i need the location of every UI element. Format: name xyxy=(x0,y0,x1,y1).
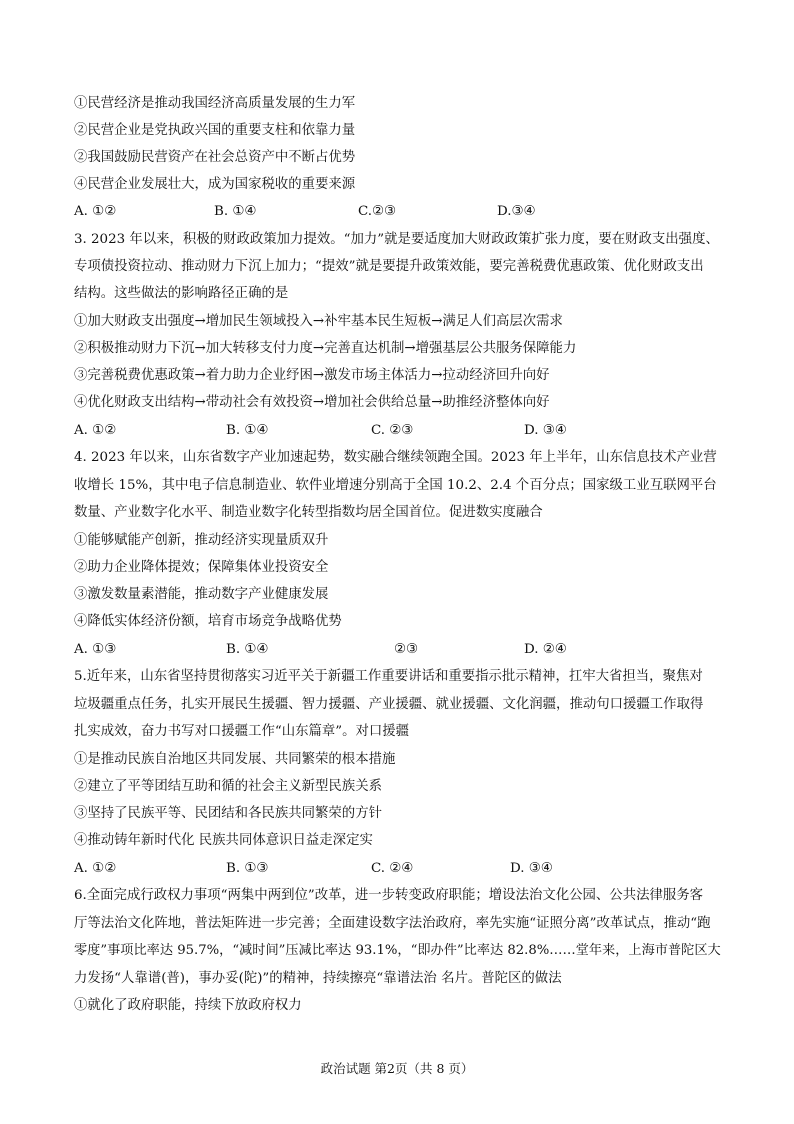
q2-option-c: C.②③ xyxy=(358,204,397,219)
q3-stem-line-3: 结构。这些做法的影响路径正确的是 xyxy=(74,286,289,301)
q5-statement-1: ①是推动民族自治地区共同发展、共同繁荣的根本措施 xyxy=(74,752,396,767)
q5-option-c: C. ②④ xyxy=(371,861,414,876)
q4-stem-line-3: 数量、产业数字化水平、制造业数字化转型指数均居全国首位。促进数实度融合 xyxy=(74,505,543,520)
q4-stem-line-2: 收增长 15%，其中电子信息制造业、软件业增速分别高于全国 10.2、2.4 个百分点；国家级工业互联网平台 xyxy=(74,478,717,493)
q4-statement-1: ①能够赋能产创新，推动经济实现量质双升 xyxy=(74,533,329,548)
q4-options xyxy=(74,641,724,659)
q3-statement-4: ④优化财政支出结构→带动社会有效投资→增加社会供给总量→助推经济整体向好 xyxy=(74,395,550,410)
q3-stem-line-1: 3. 2023 年以来，积极的财政政策加力提效。“加力”就是要适度加大财政政策扩张力度，要在财政支出强度、 xyxy=(74,232,719,247)
q4-option-a: A. ①③ xyxy=(74,642,117,657)
q2-statement-2: ②民营企业是党执政兴国的重要支柱和依靠力量 xyxy=(74,123,356,138)
q3-statement-2: ②积极推动财力下沉→加大转移支付力度→完善直达机制→增强基层公共服务保障能力 xyxy=(74,341,577,356)
q3-statement-1: ①加大财政支出强度→增加民生领域投入→补牢基本民生短板→满足人们高层次需求 xyxy=(74,314,563,329)
q5-option-a: A. ①② xyxy=(74,861,117,876)
q5-option-d: D. ③④ xyxy=(510,861,553,876)
q2-option-a: A. ①② xyxy=(74,204,117,219)
q3-option-b: B. ①④ xyxy=(226,423,269,438)
q3-option-d: D. ③④ xyxy=(524,423,567,438)
q4-statement-4: ④降低实体经济份额，培育市场竞争战略优势 xyxy=(74,614,342,629)
q5-options xyxy=(74,860,724,878)
q3-option-c: C. ②③ xyxy=(371,423,414,438)
q4-statement-3: ③激发数量素潜能，推动数字产业健康发展 xyxy=(74,587,329,602)
q3-stem-line-2: 专项债投资拉动、推动财力下沉上加力；“提效”就是要提升政策效能，要完善税费优惠政策、优化财政支出 xyxy=(74,259,704,274)
page-footer: 政治试题 第2页（共 8 页） xyxy=(320,1061,474,1076)
q5-statement-4: ④推动铸年新时代化 民族共同体意识日益走深定实 xyxy=(74,833,373,848)
q6-stem-line-3: 零度”事项比率达 95.7%，“减时间”压减比率达 93.1%，“即办件”比率达 82.8%……堂年来，上海市普陀区大 xyxy=(74,943,721,958)
q5-stem-line-2: 垃圾疆重点任务，扎实开展民生援疆、智力援疆、产业援疆、就业援疆、文化润疆，推动句口援疆工作取得 xyxy=(74,697,704,712)
q4-option-c: ②③ xyxy=(394,642,419,657)
q4-stem-line-1: 4. 2023 年以来，山东省数字产业加速起势，数实融合继续领跑全国。2023 年上半年，山东信息技术产业营 xyxy=(74,450,717,465)
q5-statement-3: ③坚持了民族平等、民团结和各民族共同繁荣的方针 xyxy=(74,806,382,821)
q2-option-d: D.③④ xyxy=(497,204,536,219)
q4-option-b: B. ①④ xyxy=(226,642,269,657)
q5-option-b: B. ①③ xyxy=(226,861,269,876)
q2-statement-4: ④民营企业发展壮大，成为国家税收的重要来源 xyxy=(74,177,356,192)
q5-stem-line-1: 5.近年来，山东省坚持贯彻落实习近平关于新疆工作重要讲话和重要指示批示精神，扛牢大省担当，聚焦对 xyxy=(74,669,703,684)
q5-stem-line-3: 扎实成效，奋力书写对口援疆工作“山东篇章”。对口援疆 xyxy=(74,724,410,739)
q4-statement-2: ②助力企业降体提效；保障集体业投资安全 xyxy=(74,560,329,575)
q6-stem-line-4: 力发扬“人靠谱(普)，事办妥(陀)”的精神，持续擦亮“靠谱法治 名片。普陀区的做法 xyxy=(74,971,562,986)
q6-stem-line-2: 厅等法治文化阵地，普法矩阵进一步完善；全面建设数字法治政府，率先实施“证照分离”改革试点，推动“跑 xyxy=(74,916,711,931)
q2-options xyxy=(74,203,724,221)
q6-stem-line-1: 6.全面完成行政权力事项“两集中两到位”改革，进一步转变政府职能；增设法治文化公园、公共法律服务客 xyxy=(74,888,704,903)
q3-option-a: A. ①② xyxy=(74,423,117,438)
q6-statement-1: ①就化了政府职能，持续下放政府权力 xyxy=(74,998,302,1013)
q2-statement-1: ①民营经济是推动我国经济高质量发展的生力军 xyxy=(74,96,356,111)
q2-option-b: B. ①④ xyxy=(214,204,257,219)
q3-options xyxy=(74,422,724,440)
q3-statement-3: ③完善税费优惠政策→着力助力企业纾困→激发市场主体活力→拉动经济回升向好 xyxy=(74,368,550,383)
q2-statement-3: ②我国鼓励民营资产在社会总资产中不断占优势 xyxy=(74,150,356,165)
q4-option-d: D. ②④ xyxy=(524,642,567,657)
q5-statement-2: ②建立了平等团结互助和循的社会主义新型民族关系 xyxy=(74,779,382,794)
